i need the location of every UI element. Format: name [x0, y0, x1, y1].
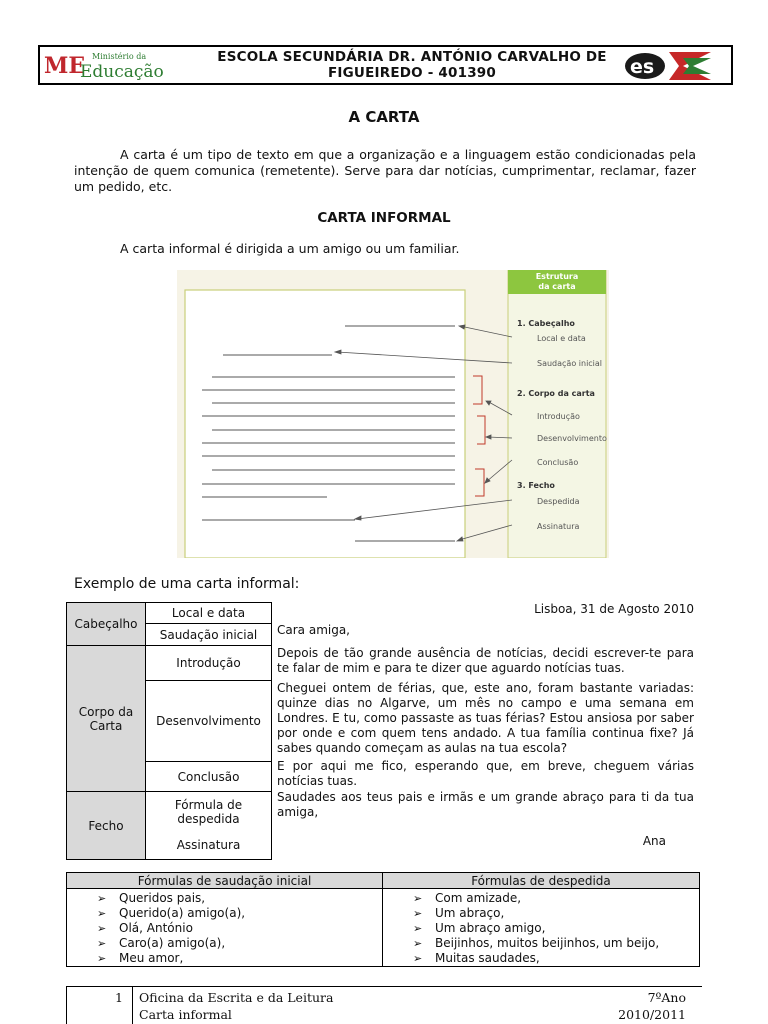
arrow-bullet-icon: ➢	[413, 937, 423, 950]
label-local-data: Local e data	[537, 334, 586, 343]
cell-introducao: Introdução	[146, 646, 272, 681]
page-number: 1	[115, 990, 123, 1005]
letter-development: Cheguei ontem de férias, que, este ano, foram bastante variadas: quinze dias no Algarve, um mês no campo e uma semana em Londres. E tu, como passaste as tuas férias? Estou ansiosa por saber por onde e com quem tens andado. A tua família continua fixe? Já sabes quando começam as aulas na tua escola?	[277, 681, 694, 755]
footer-workshop: Oficina da Escrita e da Leitura	[139, 990, 334, 1005]
list-item: ➢ Olá, António	[97, 921, 193, 935]
example-label: Exemplo de uma carta informal:	[74, 576, 300, 592]
list-item: ➢ Meu amor,	[97, 951, 184, 965]
label-despedida: Despedida	[537, 497, 580, 506]
label-desenvolvimento: Desenvolvimento	[537, 434, 607, 443]
letter-signature: Ana	[642, 834, 666, 848]
farewells-list-cell	[383, 889, 700, 967]
list-item: ➢ Queridos pais,	[97, 891, 206, 905]
school-name-line2: FIGUEIREDO - 401390	[328, 65, 496, 81]
letter-date: Lisboa, 31 de Agosto 2010	[534, 602, 694, 616]
footer-year: 2010/2011	[618, 1007, 686, 1022]
arrow-bullet-icon: ➢	[413, 922, 423, 935]
cell-formula-despedida: Fórmula de despedida	[146, 792, 272, 832]
intro-paragraph: A carta é um tipo de texto em que a organização e a linguagem estão condicionadas pela intenção de quem comunica (remetente). Serve para dar notícias, cumprimentar, reclamar, fazer um pedido, etc.	[74, 147, 696, 194]
label-fecho: 3. Fecho	[517, 481, 555, 490]
school-logo	[621, 48, 717, 82]
document-header	[38, 45, 733, 85]
arrow-bullet-icon: ➢	[97, 937, 107, 950]
list-item: ➢ Muitas saudades,	[413, 951, 540, 965]
arrow-bullet-icon: ➢	[413, 892, 423, 905]
cell-cabecalho: Cabeçalho	[67, 603, 146, 646]
label-saudacao: Saudação inicial	[537, 359, 603, 368]
logo-mark: ME	[44, 53, 86, 79]
informal-definition: A carta informal é dirigida a um amigo ou um familiar.	[120, 241, 460, 256]
list-item: ➢ Um abraço amigo,	[413, 921, 546, 935]
label-conclusao: Conclusão	[537, 458, 579, 467]
letter-structure-diagram	[177, 270, 609, 558]
list-item: ➢ Um abraço,	[413, 906, 505, 920]
cell-assinatura: Assinatura	[146, 832, 272, 860]
cell-saudacao-inicial: Saudação inicial	[146, 624, 272, 646]
formulas-table	[66, 872, 700, 967]
school-logo-mark: es	[630, 56, 655, 78]
list-item: ➢ Querido(a) amigo(a),	[97, 906, 246, 920]
letter-greeting: Cara amiga,	[277, 623, 350, 637]
arrow-bullet-icon: ➢	[97, 952, 107, 965]
greetings-list-cell	[67, 889, 383, 967]
cell-conclusao: Conclusão	[146, 762, 272, 792]
logo-ministry-text: Ministério da	[92, 52, 147, 61]
panel-title-2: da carta	[538, 282, 576, 291]
arrow-bullet-icon: ➢	[413, 907, 423, 920]
arrow-bullet-icon: ➢	[97, 922, 107, 935]
list-item: ➢ Beijinhos, muitos beijinhos, um beijo,	[413, 936, 660, 950]
example-letter	[277, 602, 694, 849]
arrow-bullet-icon: ➢	[97, 892, 107, 905]
logo-education-text: Educação	[80, 62, 164, 81]
arrow-bullet-icon: ➢	[97, 907, 107, 920]
greetings-header: Fórmulas de saudação inicial	[67, 873, 383, 889]
footer-grade: 7ºAno	[647, 990, 686, 1005]
page-footer	[66, 986, 702, 1024]
ministry-education-logo	[42, 49, 168, 81]
school-name	[172, 49, 655, 81]
cell-desenvolvimento: Desenvolvimento	[146, 681, 272, 762]
footer-divider	[132, 987, 133, 1024]
page-title: A CARTA	[348, 108, 420, 126]
farewells-list	[413, 891, 699, 966]
letter-page-sheet	[185, 290, 465, 558]
label-assinatura: Assinatura	[537, 522, 580, 531]
letter-farewell: Saudades aos teus pais e irmãs e um grande abraço para ti da tua amiga,	[277, 790, 694, 819]
list-item: ➢ Com amizade,	[413, 891, 522, 905]
list-item: ➢ Caro(a) amigo(a),	[97, 936, 226, 950]
farewells-header: Fórmulas de despedida	[383, 873, 700, 889]
structure-table	[66, 602, 272, 860]
cell-fecho: Fecho	[67, 792, 146, 860]
letter-introduction: Depois de tão grande ausência de notícias, decidi escrever-te para te falar de mim e para te dizer que aguardo notícias tuas.	[277, 646, 694, 675]
label-corpo: 2. Corpo da carta	[517, 389, 595, 398]
greetings-list	[97, 891, 382, 966]
label-cabecalho: 1. Cabeçalho	[517, 319, 575, 328]
cell-local-data: Local e data	[146, 603, 272, 624]
panel-title-1: Estrutura	[535, 272, 579, 281]
arrow-bullet-icon: ➢	[413, 952, 423, 965]
school-name-line1: ESCOLA SECUNDÁRIA DR. ANTÓNIO CARVALHO DE	[217, 49, 607, 65]
label-introducao: Introdução	[537, 412, 580, 421]
section-title: CARTA INFORMAL	[317, 210, 451, 226]
footer-topic: Carta informal	[139, 1007, 232, 1022]
cell-corpo: Corpo da Carta	[67, 646, 146, 792]
letter-conclusion: E por aqui me fico, esperando que, em breve, cheguem várias notícias tuas.	[277, 759, 694, 788]
